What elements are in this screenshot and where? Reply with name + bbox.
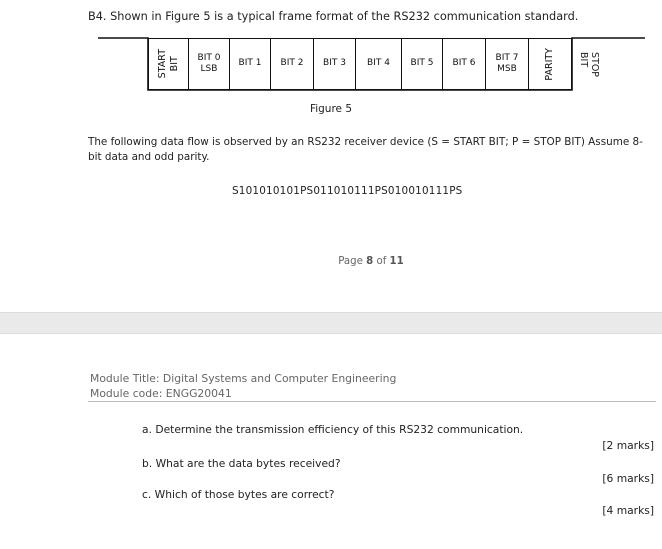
page-indicator xyxy=(0,256,662,267)
marks-b: [6 marks] xyxy=(602,472,654,485)
bit4-label: BIT 4 xyxy=(367,58,390,69)
figure-caption: Figure 5 xyxy=(309,103,353,115)
page-current: 8 xyxy=(366,256,374,267)
subquestion-c: c. Which of those bytes are correct? xyxy=(142,488,335,501)
page-prefix: Page xyxy=(338,256,367,267)
parity-field xyxy=(528,38,572,90)
module-code: Module code: ENGG20041 xyxy=(90,387,232,400)
data-stream: S101010101PS011010111PS010010111PS xyxy=(232,185,463,197)
bit3-label: BIT 3 xyxy=(323,58,346,69)
stop-bit-field xyxy=(578,44,600,86)
marks-a: [2 marks] xyxy=(602,439,654,452)
bit1-label: BIT 1 xyxy=(238,58,262,69)
bit5-label: BIT 5 xyxy=(410,58,434,69)
stop-label: STOP xyxy=(589,52,600,78)
parity-label: PARITY xyxy=(544,47,556,81)
start-bit-field xyxy=(148,38,190,90)
bit6-field xyxy=(442,38,486,90)
bit1-field xyxy=(229,38,271,90)
start-label: START xyxy=(157,49,169,79)
subquestion-a: a. Determine the transmission efficiency of this RS232 communication. xyxy=(142,423,524,436)
lsb-label: LSB xyxy=(200,64,218,74)
bit7-field xyxy=(485,38,529,90)
problem-paragraph: The following data flow is observed by an RS232 receiver device (S = START BIT; P = STOP BIT) Assume 8-bit data and odd parity. xyxy=(88,136,643,164)
bit6-label: BIT 6 xyxy=(452,58,476,69)
marks-c: [4 marks] xyxy=(602,504,654,517)
bit5-field xyxy=(401,38,443,90)
page-separator xyxy=(0,312,662,334)
start-bit-label: BIT xyxy=(169,56,180,72)
module-title: Module Title: Digital Systems and Computer Engineering xyxy=(90,372,397,385)
bit3-field xyxy=(313,38,356,90)
module-divider xyxy=(88,401,656,402)
msb-label: MSB xyxy=(497,64,517,74)
bit7-label: BIT 7 xyxy=(495,52,519,63)
question-title: B4. Shown in Figure 5 is a typical frame format of the RS232 communication standard. xyxy=(88,10,579,23)
bit2-label: BIT 2 xyxy=(280,58,304,69)
subquestion-b: b. What are the data bytes received? xyxy=(142,457,341,470)
page-total: 11 xyxy=(389,256,404,267)
page-middle: of xyxy=(373,256,390,267)
stop-bit-label: BIT xyxy=(578,52,589,68)
bit0-label: BIT 0 xyxy=(197,52,221,63)
bit4-field xyxy=(355,38,402,90)
bit2-field xyxy=(270,38,314,90)
bit0-field xyxy=(188,38,230,90)
